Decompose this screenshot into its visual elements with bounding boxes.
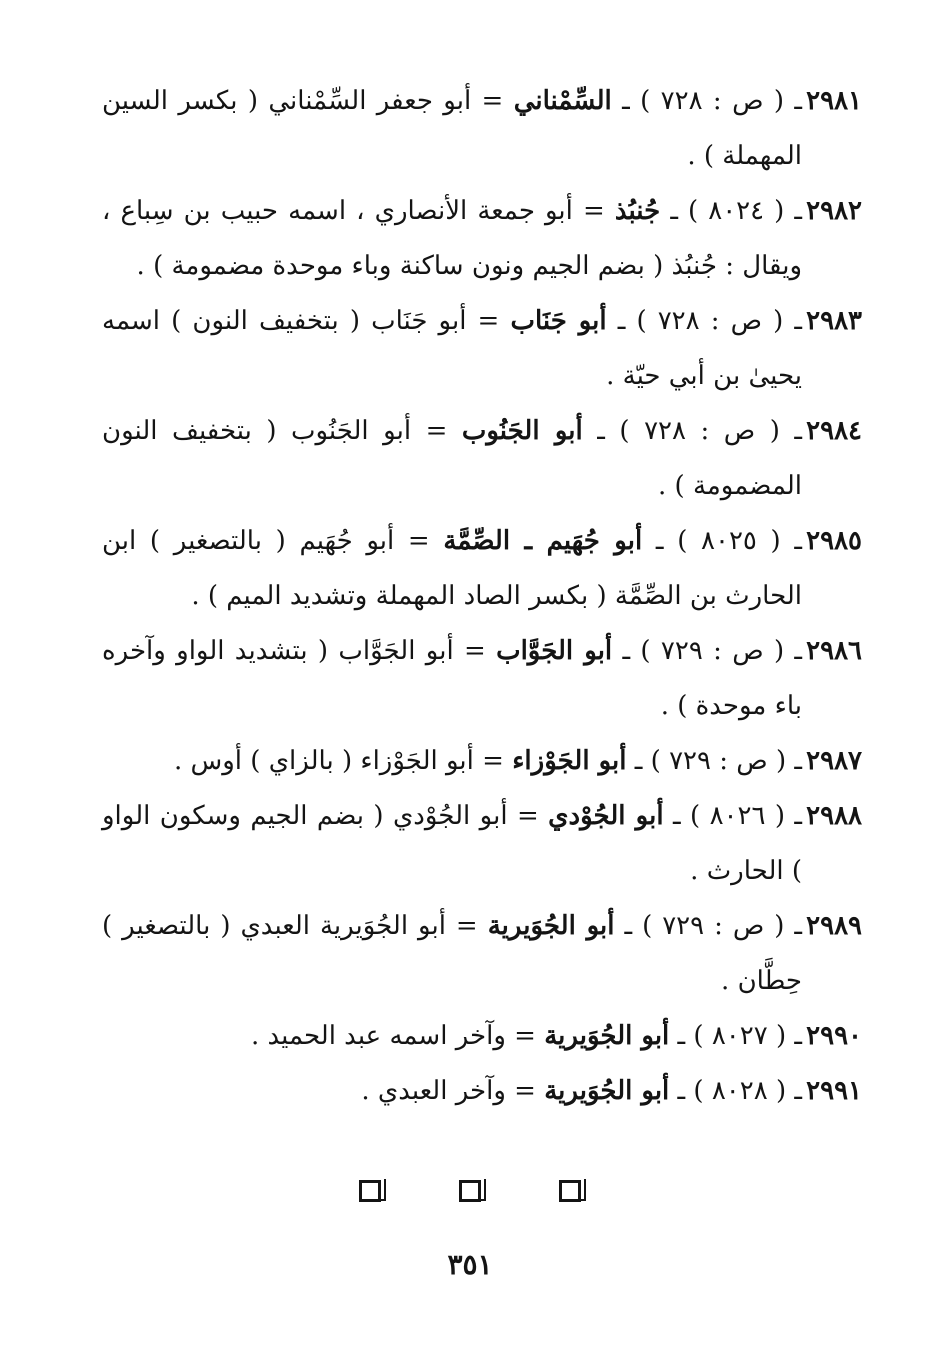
entry-name: أبو جُهَيم ـ الصِّمَّة xyxy=(443,526,643,556)
entry-number: ٢٩٩٠ xyxy=(806,1021,862,1051)
entry-name: جُنبُذ xyxy=(614,196,661,226)
entry xyxy=(102,404,862,514)
entry-reference: ـ ( ص : ٧٢٨ ) ـ xyxy=(597,416,802,446)
entry-number: ٢٩٨٦ xyxy=(806,636,862,666)
entry-number: ٢٩٨٤ xyxy=(806,416,862,446)
entry-reference: ـ ( ٨٠٢٨ ) ـ xyxy=(677,1076,802,1106)
entry-number: ٢٩٨٩ xyxy=(806,911,862,941)
entry xyxy=(102,899,862,1009)
entry xyxy=(102,294,862,404)
entry xyxy=(102,624,862,734)
entry-name: أبو الجُوْدي xyxy=(548,801,664,831)
entry-reference: ـ ( ٨٠٢٦ ) ـ xyxy=(672,801,803,831)
entry-number: ٢٩٨٣ xyxy=(806,306,862,336)
entry-text: = أبو جمعة الأنصاري ، اسمه حبيب بن سِباع ، ويقال : جُنبُذ ( بضم الجيم ونون ساكنة وباء موحدة مضمومة ) . xyxy=(102,196,802,281)
entry-number: ٢٩٨٥ xyxy=(806,526,862,556)
entry-name: أبو جَنَاب xyxy=(510,306,607,336)
entry xyxy=(102,184,862,294)
entry-reference: ـ ( ٨٠٢٧ ) ـ xyxy=(677,1021,802,1051)
entry xyxy=(102,1009,862,1064)
entry-text: = أبو الجَوْزاء ( بالزاي ) أوس . xyxy=(173,746,504,776)
entry xyxy=(102,1064,862,1119)
entry-text: = أبو الجُوْدي ( بضم الجيم وسكون الواو ) الحارث . xyxy=(102,801,802,886)
entry-text: = أبو الجُوَيرية العبدي ( بالتصغير ) حِطَّان . xyxy=(102,911,802,996)
page-number: ٣٥١ xyxy=(447,1248,493,1281)
section-end-ornament xyxy=(0,1180,940,1202)
entry-name: أبو الجُوَيرية xyxy=(544,1076,670,1106)
entry xyxy=(102,74,862,184)
entry-name: السِّمْناني xyxy=(513,86,612,116)
square-ornament-icon xyxy=(459,1180,481,1202)
entry-text: = أبو جعفر السِّمْناني ( بكسر السين المهملة ) . xyxy=(102,86,802,171)
entry-reference: ـ ( ص : ٧٢٨ ) ـ xyxy=(617,306,803,336)
entry-text: = أبو جَنَاب ( بتخفيف النون ) اسمه يحيىٰ بن أبي حيّة . xyxy=(102,306,802,391)
entry-reference: ـ ( ص : ٧٢٩ ) ـ xyxy=(622,636,803,666)
entry-text: = وآخر اسمه عبد الحميد . xyxy=(250,1021,536,1051)
entry-name: أبو الجُوَيرية xyxy=(487,911,615,941)
entry xyxy=(102,789,862,899)
entry-reference: ـ ( ص : ٧٢٨ ) ـ xyxy=(622,86,803,116)
entry xyxy=(102,514,862,624)
entry-name: أبو الجَوَّاب xyxy=(496,636,613,666)
entry-number: ٢٩٨٨ xyxy=(806,801,862,831)
entry-number: ٢٩٨١ xyxy=(806,86,862,116)
square-ornament-icon xyxy=(559,1180,581,1202)
entry-reference: ـ ( ٨٠٢٤ ) ـ xyxy=(670,196,803,226)
entry-number: ٢٩٩١ xyxy=(806,1076,862,1106)
entry-text: = أبو الجَوَّاب ( بتشديد الواو وآخره باء موحدة ) . xyxy=(102,636,802,721)
entry-number: ٢٩٨٢ xyxy=(806,196,862,226)
entry-name: أبو الجُوَيرية xyxy=(544,1021,670,1051)
entry-name: أبو الجَنُوب xyxy=(461,416,583,446)
square-ornament-icon xyxy=(359,1180,381,1202)
entry-reference: ـ ( ص : ٧٢٩ ) ـ xyxy=(624,911,802,941)
entry-text: = وآخر العبدي . xyxy=(361,1076,536,1106)
entry-text: = أبو جُهَيم ( بالتصغير ) ابن الحارث بن الصِّمَّة ( بكسر الصاد المهملة وتشديد الميم ) . xyxy=(102,526,802,611)
entry-reference: ـ ( ص : ٧٢٩ ) ـ xyxy=(634,746,802,776)
entry-reference: ـ ( ٨٠٢٥ ) ـ xyxy=(655,526,802,556)
entry xyxy=(102,734,862,789)
entry-name: أبو الجَوْزاء xyxy=(512,746,627,776)
entry-number: ٢٩٨٧ xyxy=(806,746,862,776)
entry-text: = أبو الجَنُوب ( بتخفيف النون المضمومة ) . xyxy=(102,416,802,501)
entries-list xyxy=(102,74,862,1119)
